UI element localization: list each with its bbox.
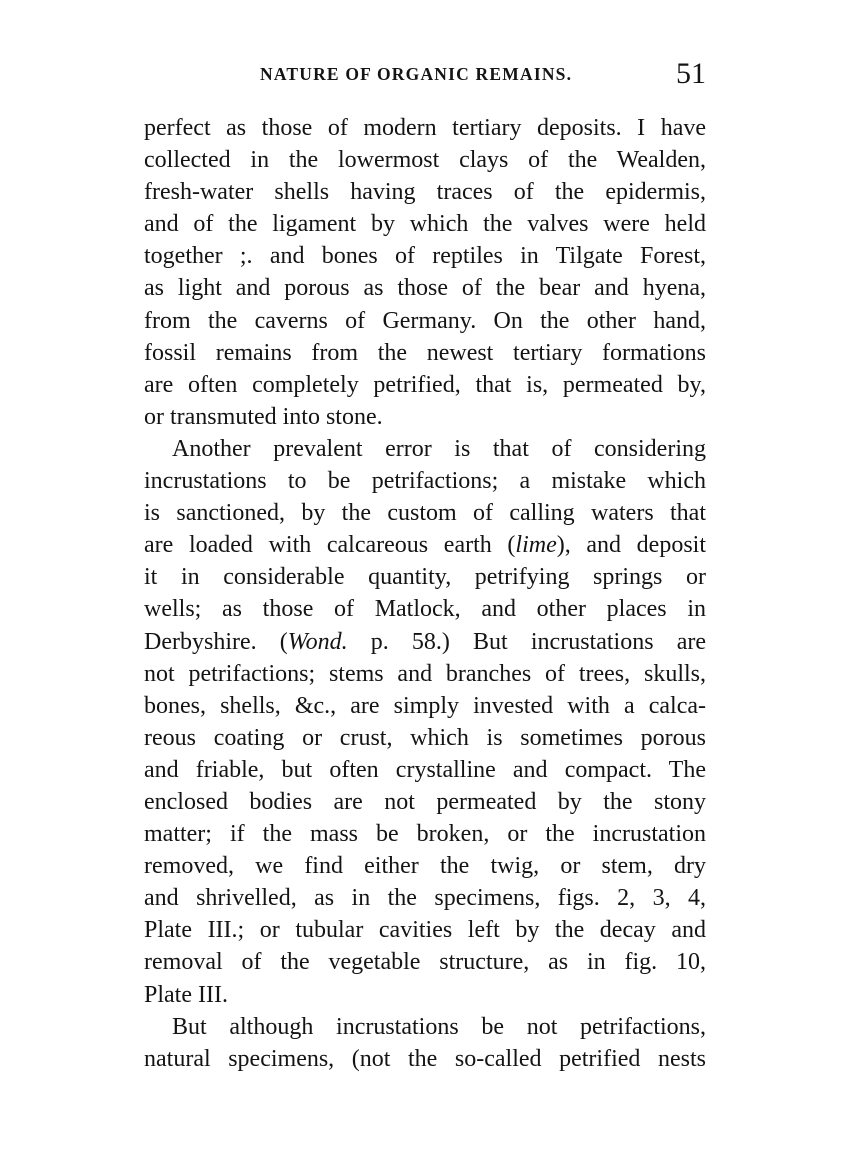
text-line: together ;. and bones of reptiles in Tilgate Forest,: [144, 243, 706, 270]
text-line: and shrivelled, as in the specimens, figs. 2, 3, 4,: [144, 885, 706, 912]
running-title: NATURE OF ORGANIC REMAINS.: [260, 64, 573, 84]
running-head: [144, 56, 706, 96]
text-line: But although incrustations be not petrifactions,: [172, 1013, 706, 1040]
text-line: natural specimens, (not the so-called petrified nests: [144, 1045, 706, 1072]
text-line: enclosed bodies are not permeated by the stony: [144, 788, 706, 815]
text-run: Derbyshire. (: [144, 628, 288, 655]
text-line: is sanctioned, by the custom of calling waters that: [144, 500, 706, 527]
text-line: Plate III.: [144, 981, 228, 1008]
paragraph-1: [144, 112, 706, 433]
text-line: bones, shells, &c., are simply invested with a calca-: [144, 692, 706, 719]
paragraph-3: [144, 1011, 706, 1075]
text-line: removed, we find either the twig, or stem, dry: [144, 853, 706, 880]
text-line: and of the ligament by which the valves were held: [144, 211, 706, 238]
text-line: as light and porous as those of the bear and hyena,: [144, 275, 706, 302]
text-line: Another prevalent error is that of considering: [172, 435, 706, 462]
text-line: are often completely petrified, that is, permeated by,: [144, 371, 706, 398]
text-line: incrustations to be petrifactions; a mistake which: [144, 468, 706, 495]
text-line: fossil remains from the newest tertiary formations: [144, 339, 706, 366]
text-line: reous coating or crust, which is sometimes porous: [144, 724, 706, 751]
text-line: perfect as those of modern tertiary deposits. I have: [144, 115, 706, 141]
text-line: wells; as those of Matlock, and other places in: [144, 596, 706, 623]
text-line: and friable, but often crystalline and compact. The: [144, 756, 706, 783]
italic-word: Wond.: [287, 628, 348, 655]
body-text: [144, 112, 706, 1075]
text-line: or transmuted into stone.: [144, 403, 383, 430]
text-line: matter; if the mass be broken, or the incrustation: [144, 821, 706, 848]
paragraph-2: [144, 433, 706, 1011]
text-line: fresh-water shells having traces of the epidermis,: [144, 179, 706, 206]
text-line-with-italic: [144, 626, 706, 658]
text-run: ), and deposit: [556, 532, 706, 559]
text-line: Plate III.; or tubular cavities left by the decay and: [144, 917, 706, 944]
text-line: from the caverns of Germany. On the other hand,: [144, 307, 706, 334]
text-run: p. 58.) But incrustations are: [347, 628, 706, 655]
italic-word: lime: [515, 532, 557, 559]
text-line: not petrifactions; stems and branches of trees, skulls,: [144, 660, 706, 687]
text-line: it in considerable quantity, petrifying springs or: [144, 564, 706, 591]
text-line: collected in the lowermost clays of the Wealden,: [144, 147, 706, 174]
text-run: are loaded with calcareous earth (: [144, 532, 516, 559]
text-line: removal of the vegetable structure, as in fig. 10,: [144, 949, 706, 976]
page-number: 51: [676, 57, 706, 90]
text-line-with-italic: [144, 529, 706, 561]
